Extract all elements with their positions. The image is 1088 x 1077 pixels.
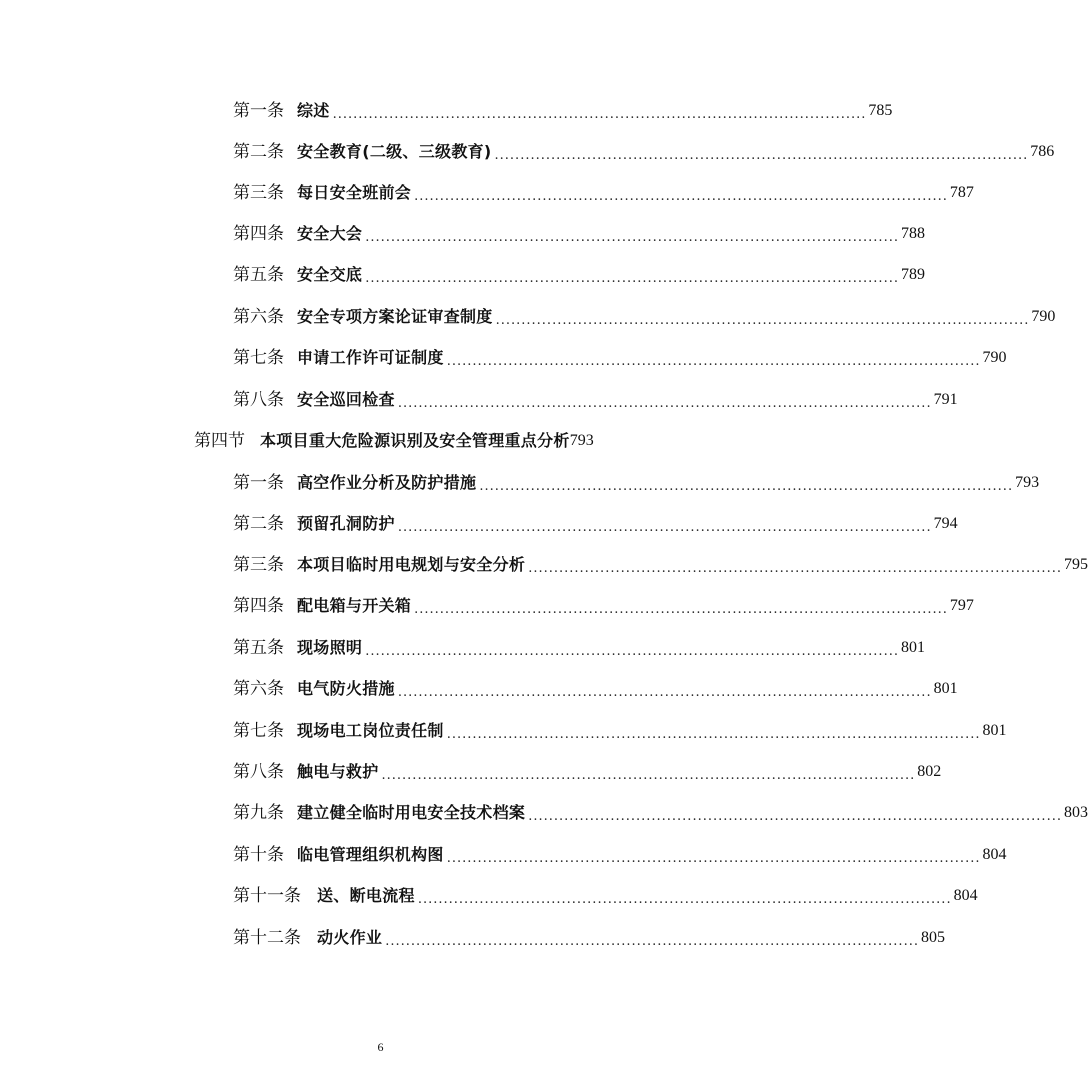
- toc-entry-page: 794: [933, 515, 958, 532]
- toc-section-title: 本项目重大危险源识别及安全管理重点分析: [260, 431, 570, 450]
- toc-entry-title: 电气防火措施: [297, 679, 395, 698]
- footer-page-number: 6: [377, 1040, 384, 1054]
- toc-entry-label: 第七条: [233, 721, 284, 741]
- toc-entry-label: 第四条: [233, 224, 284, 244]
- toc-entry-label: 第三条: [233, 555, 284, 575]
- dot-leader: ........................................................................................................: [494, 148, 1029, 163]
- toc-entry-label: 第五条: [233, 265, 284, 285]
- toc-entry[interactable]: [233, 840, 1007, 870]
- toc-entry-title: 现场照明: [297, 638, 363, 657]
- toc-entry-title: 安全巡回检查: [297, 390, 395, 409]
- toc-entry-label: 第二条: [233, 514, 284, 534]
- toc-entry[interactable]: [233, 302, 1056, 332]
- toc-entry-label: 第二条: [233, 142, 284, 162]
- toc-entry[interactable]: [233, 798, 1088, 828]
- dot-leader: ........................................................................................................: [365, 230, 899, 245]
- toc-entry-title: 建立健全临时用电安全技术档案: [297, 803, 526, 822]
- toc-entry-title: 现场电工岗位责任制: [297, 721, 444, 740]
- toc-entry-page: 785: [868, 102, 893, 119]
- toc-entry-page: 802: [917, 763, 942, 780]
- toc-entry-title: 动火作业: [317, 928, 383, 947]
- toc-entry-page: 797: [949, 597, 974, 614]
- toc-entry-label: 第三条: [233, 183, 284, 203]
- dot-leader: ........................................................................................................: [332, 107, 867, 122]
- toc-entry-page: 801: [982, 722, 1007, 739]
- toc-entry[interactable]: [233, 178, 974, 208]
- toc-entry[interactable]: [233, 881, 978, 911]
- toc-entry[interactable]: [233, 716, 1007, 746]
- dot-leader: ........................................................................................................: [365, 271, 899, 286]
- toc-entry-page: 790: [982, 349, 1007, 366]
- toc-entry-page: 795: [1063, 556, 1088, 573]
- dot-leader: ........................................................................................................: [495, 313, 1030, 328]
- toc-entry-title: 每日安全班前会: [297, 183, 412, 202]
- toc-entry-page: 787: [949, 184, 974, 201]
- toc-entry-label: 第六条: [233, 679, 284, 699]
- toc-entry-title: 触电与救护: [297, 762, 379, 781]
- toc-entry-title: 临电管理组织机构图: [297, 845, 444, 864]
- toc-entry-page: 786: [1030, 143, 1055, 160]
- toc-entry[interactable]: [233, 343, 1007, 373]
- toc-entry-label: 第七条: [233, 348, 284, 368]
- toc-entry[interactable]: [233, 96, 893, 126]
- toc-entry-page: 804: [953, 887, 978, 904]
- dot-leader: ........................................................................................................: [414, 602, 948, 617]
- dot-leader: ........................................................................................................: [528, 809, 1062, 824]
- toc-entry[interactable]: [233, 219, 925, 249]
- dot-leader: ........................................................................................................: [446, 354, 981, 369]
- dot-leader: ........................................................................................................: [446, 727, 981, 742]
- toc-entry-page: 788: [900, 225, 925, 242]
- toc-entry[interactable]: [233, 923, 945, 953]
- toc-entry-label: 第八条: [233, 762, 284, 782]
- toc-entry-label: 第八条: [233, 390, 284, 410]
- toc-entry-title: 高空作业分析及防护措施: [297, 473, 477, 492]
- toc-entry-label: 第五条: [233, 638, 284, 658]
- dot-leader: ........................................................................................................: [414, 189, 948, 204]
- toc-entry-page: 793: [1015, 474, 1040, 491]
- toc-entry-page: 801: [933, 680, 958, 697]
- toc-entry-title: 配电箱与开关箱: [297, 596, 412, 615]
- toc-entry[interactable]: [233, 509, 958, 539]
- dot-leader: ........................................................................................................: [417, 892, 952, 907]
- toc-entry-page: 804: [982, 846, 1007, 863]
- toc-entry-label: 第十一条: [233, 886, 301, 906]
- toc-entry[interactable]: [233, 385, 958, 415]
- toc-entry[interactable]: [233, 757, 942, 787]
- dot-leader: ........................................................................................................: [397, 685, 932, 700]
- toc-entry-title: 安全交底: [297, 265, 363, 284]
- toc-entry-label: 第一条: [233, 473, 284, 493]
- toc-entry[interactable]: [233, 633, 925, 663]
- toc-entry[interactable]: [233, 468, 1040, 498]
- toc-entry-title: 综述: [297, 101, 330, 120]
- toc-entry-page: 801: [900, 639, 925, 656]
- toc-entry[interactable]: [233, 137, 1055, 167]
- toc-entry-page: 803: [1063, 804, 1088, 821]
- toc-entry-page: 789: [900, 266, 925, 283]
- toc-entry-label: 第四条: [233, 596, 284, 616]
- dot-leader: ........................................................................................................: [446, 851, 981, 866]
- toc-section-entry[interactable]: [194, 426, 640, 456]
- toc-entry-page: 791: [933, 391, 958, 408]
- dot-leader: ........................................................................................................: [365, 644, 899, 659]
- toc-entry-title: 安全专项方案论证审查制度: [297, 307, 493, 326]
- toc-entry-title: 安全大会: [297, 224, 363, 243]
- dot-leader: ........................................................................................................: [385, 934, 919, 949]
- toc-entry-label: 第十二条: [233, 928, 301, 948]
- dot-leader: ........................................................................................................: [397, 520, 932, 535]
- dot-leader: ........................................................................................................: [528, 561, 1062, 576]
- toc-entry-page: 805: [920, 929, 945, 946]
- dot-leader: ........................................................................................................: [381, 768, 916, 783]
- toc-entry-label: 第九条: [233, 803, 284, 823]
- toc-entry-label: 第十条: [233, 845, 284, 865]
- toc-entry-title: 申请工作许可证制度: [297, 348, 444, 367]
- toc-entry-title: 预留孔洞防护: [297, 514, 395, 533]
- toc-entry-label: 第一条: [233, 101, 284, 121]
- toc-entry-title: 本项目临时用电规划与安全分析: [297, 555, 526, 574]
- toc-entry[interactable]: [233, 591, 974, 621]
- toc-entry-label: 第六条: [233, 307, 284, 327]
- dot-leader: ........................................................................................................: [397, 396, 932, 411]
- toc-section-label: 第四节: [194, 431, 245, 451]
- toc-entry[interactable]: [233, 674, 958, 704]
- toc-entry[interactable]: [233, 260, 925, 290]
- dot-leader: ........................................................................................................: [479, 479, 1014, 494]
- toc-entry-title: 送、断电流程: [317, 886, 415, 905]
- toc-entry[interactable]: [233, 550, 1088, 580]
- toc-entry-title: 安全教育(二级、三级教育): [297, 142, 492, 161]
- toc-entry-page: 790: [1031, 308, 1056, 325]
- toc-entry-page: 793: [569, 432, 594, 449]
